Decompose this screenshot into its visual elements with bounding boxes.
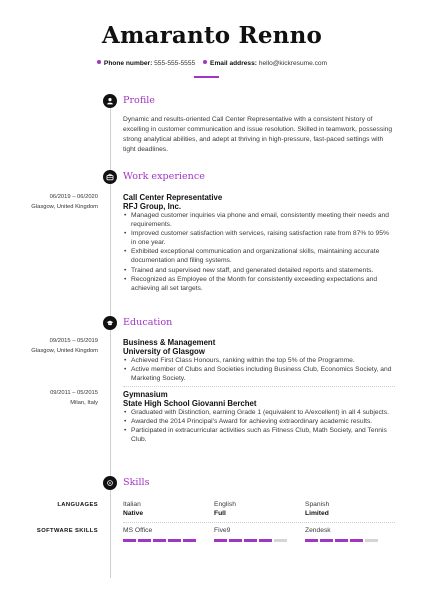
person-icon [103, 94, 117, 108]
rating-segment [153, 539, 166, 542]
job-title: Call Center Representative [123, 193, 223, 202]
language-level: Full [214, 510, 226, 517]
email-label: Email address: [210, 60, 257, 67]
rating-segment [183, 539, 196, 542]
software-skills-label: SOFTWARE SKILLS [36, 528, 98, 534]
education-location: Glasgow, United Kingdom [31, 347, 98, 354]
education-dates: 09/2015 – 05/2019 [49, 338, 98, 344]
education-meta [50, 389, 98, 408]
job-bullets [123, 211, 395, 293]
list-item: • Improved customer satisfaction with services, raising satisfaction rate from 87% to 95% in one year. [123, 229, 395, 247]
software-name: Five9 [214, 527, 231, 534]
education-bullets [123, 356, 395, 383]
section-title-education: Education [123, 317, 173, 328]
skill-rating-meter [123, 539, 196, 542]
header-accent-divider [194, 76, 219, 78]
rating-segment [168, 539, 181, 542]
rating-segment [244, 539, 257, 542]
list-item: • Awarded the 2014 Principal's Award for achieving extraordinary academic results. [123, 417, 395, 426]
section-title-work: Work experience [123, 171, 205, 182]
list-item: • Recognized as Employee of the Month for consistently exceeding expectations and achieving all set targets. [123, 275, 395, 293]
software-name: MS Office [123, 527, 153, 534]
rating-segment [138, 539, 151, 542]
list-item: • Graduated with Distinction, earning Grade 1 (equivalent to A/excellent) in all 4 subjects. [123, 408, 395, 417]
education-dates: 09/2011 – 05/2015 [50, 390, 98, 396]
languages-label: LANGUAGES [57, 502, 98, 508]
rating-segment [259, 539, 272, 542]
rating-segment [229, 539, 242, 542]
list-item: • Exhibited exceptional communication and organizational skills, maintaining accurate documentation and filing systems. [123, 247, 395, 265]
skill-rating-meter [214, 539, 287, 542]
skills-icon [103, 476, 117, 490]
bullet-dot-icon [203, 60, 207, 64]
language-level: Native [123, 510, 144, 517]
language-level: Limited [305, 510, 329, 517]
list-item: • Managed customer inquiries via phone and email, consistently meeting their needs and requirements. [123, 211, 395, 229]
phone-value: 555-555-5555 [154, 60, 196, 67]
contact-line [0, 60, 424, 67]
profile-text: Dynamic and results-oriented Call Center Representative with a consistent history of excelling in customer communication and issue resolution. Skilled in teamwork, possessing strong analytical abilities, and adept at thriving in high-pressure, fast-paced settings with tight deadlines. [123, 116, 393, 153]
email-value[interactable]: hello@kickresume.com [258, 60, 328, 67]
job-company: RFJ Group, Inc. [123, 202, 182, 211]
job-meta [31, 193, 98, 212]
education-meta [31, 337, 98, 356]
briefcase-icon [103, 170, 117, 184]
list-item: • Achieved First Class Honours, ranking within the top 5% of the Programme. [123, 356, 395, 365]
rating-segment [350, 539, 363, 542]
degree-title: Gymnasium [123, 390, 168, 399]
language-name: Italian [123, 501, 141, 508]
graduation-cap-icon [103, 316, 117, 330]
education-bullets [123, 408, 395, 444]
skill-rating-meter [305, 539, 378, 542]
list-item: • Participated in extracurricular activities such as Fitness Club, Math Society, and Tennis Club. [123, 426, 395, 444]
job-location: Glasgow, United Kingdom [31, 203, 98, 210]
rating-segment [123, 539, 136, 542]
school-name: State High School Giovanni Berchet [123, 399, 257, 408]
bullet-dot-icon [97, 60, 101, 64]
rating-segment [335, 539, 348, 542]
rating-segment [305, 539, 318, 542]
candidate-name: Amaranto Renno [101, 22, 323, 49]
rating-segment [365, 539, 378, 542]
rating-segment [214, 539, 227, 542]
section-title-skills: Skills [123, 477, 150, 488]
job-dates: 06/2019 – 06/2020 [49, 194, 98, 200]
school-name: University of Glasgow [123, 347, 205, 356]
list-item: • Active member of Clubs and Societies including Business Club, Economics Society, and Marketing Society. [123, 365, 395, 383]
list-item: • Trained and supervised new staff, and generated detailed reports and statements. [123, 266, 395, 275]
software-name: Zendesk [305, 527, 331, 534]
language-name: English [214, 501, 236, 508]
education-location: Milan, Italy [70, 399, 98, 406]
dotted-separator [123, 386, 395, 387]
dotted-separator [123, 522, 395, 523]
rating-segment [320, 539, 333, 542]
language-name: Spanish [305, 501, 330, 508]
degree-title: Business & Management [123, 338, 216, 347]
section-title-profile: Profile [123, 95, 155, 106]
phone-label: Phone number: [103, 60, 153, 67]
rating-segment [274, 539, 287, 542]
